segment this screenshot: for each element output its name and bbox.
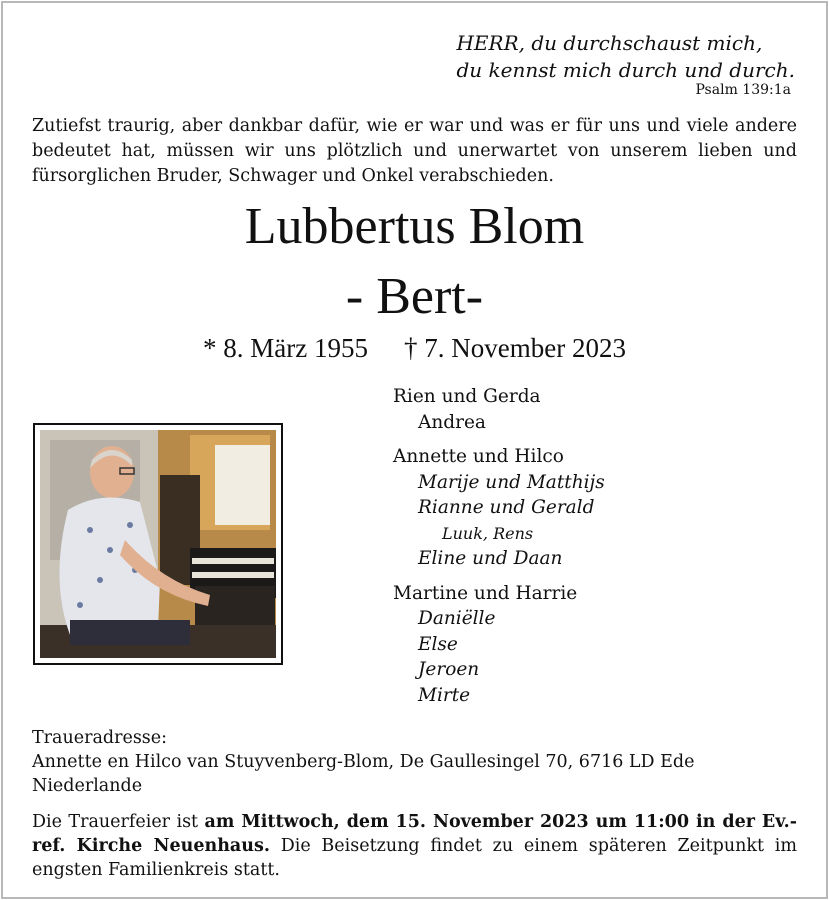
family-child: Andrea — [418, 411, 486, 433]
address-line-1: Annette en Hilco van Stuyvenberg-Blom, De Gaullesingel 70, 6716 LD Ede — [32, 752, 695, 772]
psalm-line-2: du kennst mich durch und durch. — [456, 58, 795, 82]
family-list — [393, 384, 605, 717]
family-group-2 — [393, 444, 605, 572]
death-date: † 7. November 2023 — [404, 333, 626, 363]
deceased-nickname: - Bert- — [345, 268, 484, 325]
service-text-2: Die Beisetzung findet zu einem späteren Zeitpunkt im engsten Familienkreis statt. — [32, 836, 797, 880]
family-child: Daniëlle — [418, 608, 496, 629]
portrait-photo — [33, 423, 283, 665]
service-date-location: am Mittwoch, dem 15. November 2023 um 11:00 in der Ev.-ref. Kirche Neuenhaus. — [32, 812, 797, 856]
family-parents: Martine und Harrie — [393, 582, 578, 604]
psalm-reference: Psalm 139:1a — [695, 82, 791, 98]
intro-text: Zutiefst traurig, aber dankbar dafür, wie er war und was er für uns und viele andere bedeutet hat, müssen wir uns plötzlich und unerwartet von unserem lieben und fürsorglichen Bruder, Schwager und Onkel verabschieden. — [32, 116, 797, 186]
service-text-1: Die Trauerfeier ist — [32, 812, 205, 832]
family-child: Rianne und Gerald — [418, 497, 595, 518]
family-child: Jeroen — [418, 659, 480, 680]
psalm-line-1: HERR, du durchschaust mich, — [456, 31, 763, 55]
mourning-address — [32, 726, 694, 798]
life-dates — [0, 332, 829, 364]
funeral-service-text — [32, 810, 797, 882]
family-child: Eline und Daan — [418, 548, 563, 569]
family-child: Else — [418, 633, 458, 655]
family-child: Marije und Matthijs — [418, 471, 605, 493]
psalm-quote — [456, 30, 795, 84]
family-group-1 — [393, 384, 605, 435]
deceased-name: Lubbertus Blom — [244, 198, 585, 255]
family-parents: Annette und Hilco — [393, 446, 564, 467]
address-label: Traueradresse: — [32, 728, 168, 748]
family-group-3 — [393, 581, 605, 709]
family-child: Mirte — [418, 684, 471, 706]
family-parents: Rien und Gerda — [393, 386, 541, 407]
birth-date: * 8. März 1955 — [203, 333, 368, 363]
organist-photo-illustration — [40, 430, 276, 658]
family-grandchildren: Luuk, Rens — [442, 523, 534, 543]
address-line-2: Niederlande — [32, 776, 143, 796]
